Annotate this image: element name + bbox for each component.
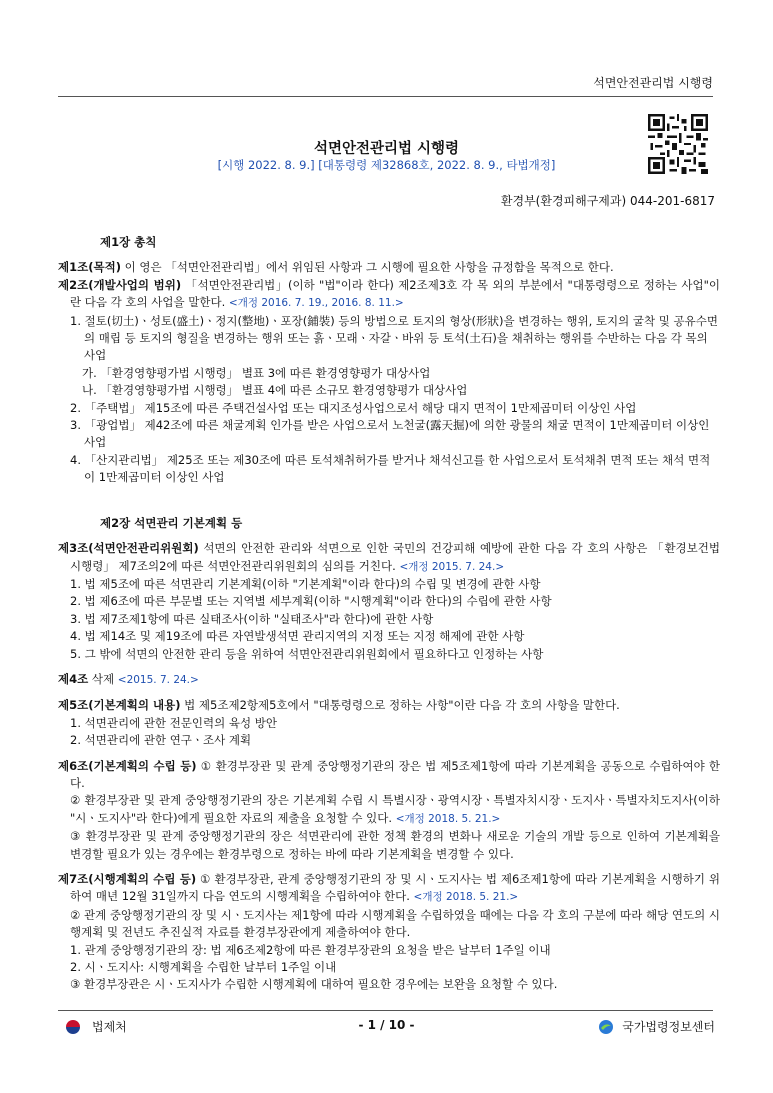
- article-1: [58, 259, 720, 276]
- list-item: 2. 시ㆍ도지사: 시행계획을 수립한 날부터 1주일 이내: [70, 960, 337, 975]
- list-item: 1. 관계 중앙행정기관의 장: 법 제6조제2항에 따른 환경부장관의 요청을 받은 날부터 1주일 이내: [70, 942, 551, 957]
- article-7-paragraph-2: ② 관계 중앙행정기관의 장 및 시ㆍ도지사는 제1항에 따라 시행계획을 수립하였을 때에는 다음 각 호의 구분에 따라 해당 연도의 시행계획 및 전년도 추진실적 자료를 환경부장관에게 제출하여야 한다.: [70, 907, 720, 940]
- amendment-note: <개정 2016. 7. 19., 2016. 8. 11.>: [228, 297, 404, 310]
- article-6-text: ① 환경부장관 및 관계 중앙행정기관의 장은 법 제5조제1항에 따라 기본계획을 공동으로 수립하여야 한다.: [70, 758, 720, 790]
- list-item: 1. 석면관리에 관한 전문인력의 육성 방안: [70, 715, 277, 730]
- document-subtitle: [시행 2022. 8. 9.] [대통령령 제32868호, 2022. 8. 9., 타법개정]: [217, 158, 556, 172]
- list-item: 3. 법 제7조제1항에 따른 실태조사(이하 "실태조사"라 한다)에 관한 사항: [70, 611, 434, 626]
- article-6-paragraph-3: ③ 환경부장관 및 관계 중앙행정기관의 장은 석면관리에 관한 정책 환경의 변화나 새로운 기술의 개발 등으로 인하여 기본계획을 변경할 필요가 있는 경우에는 환경부령으로 정하는 바에 따라 기본계획을 변경할 수 있다.: [70, 829, 720, 861]
- chapter-2-heading: 제2장 석면관리 기본계획 등: [100, 515, 243, 530]
- article-4: [58, 671, 720, 689]
- article-3: [58, 540, 720, 576]
- article-7-paragraph-3: ③ 환경부장관은 시ㆍ도지사가 수립한 시행계획에 대하여 필요한 경우에는 보완을 요청할 수 있다.: [70, 977, 558, 992]
- list-item: 5. 그 밖에 석면의 안전한 관리 등을 위하여 석면안전관리위원회에서 필요하다고 인정하는 사항: [70, 646, 544, 661]
- list-subitem: 나. 「환경영향평가법 시행령」 별표 4에 따른 소규모 환경영향평가 대상사업: [82, 383, 468, 398]
- chapter-1-heading: 제1장 총칙: [100, 235, 157, 249]
- article-7: [58, 871, 720, 907]
- article-6-heading: 제6조(기본계획의 수립 등): [58, 758, 197, 773]
- article-3-heading: 제3조(석면안전관리위원회): [58, 541, 199, 556]
- article-5-text: 법 제5조제2항제5호에서 "대통령령으로 정하는 사항"이란 다음 각 호의 사항을 말한다.: [180, 698, 620, 713]
- article-7-heading: 제7조(시행계획의 수립 등): [58, 872, 197, 886]
- list-item: 2. 「주택법」 제15조에 따른 주택건설사업 또는 대지조성사업으로서 해당 대지 면적이 1만제곱미터 이상인 사업: [70, 400, 637, 415]
- article-7-text: ① 환경부장관, 관계 중앙행정기관의 장 및 시ㆍ도지사는 법 제6조제1항에 따라 기본계획을 시행하기 위하여 매년 12월 31일까지 다음 연도의 시행계획을 수립하여야 한다.: [70, 872, 720, 904]
- article-6-paragraph-2: ② 환경부장관 및 관계 중앙행정기관의 장은 기본계획 수립 시 특별시장ㆍ광역시장ㆍ특별자치시장ㆍ도지사ㆍ특별자치도지사(이하 "시ㆍ도지사"라 한다)에게 필요한 자료의 제출을 요청할 수 있다. <개정 2018. 5. 21.>: [70, 793, 720, 825]
- page-header: [58, 0, 713, 96]
- article-1-text: 이 영은 「석면안전관리법」에서 위임된 사항과 그 시행에 필요한 사항을 규정함을 목적으로 한다.: [120, 260, 614, 275]
- list-item: 2. 법 제6조에 따른 부문별 또는 지역별 세부계획(이하 "시행계획"이라 한다)의 수립에 관한 사항: [70, 594, 552, 609]
- article-6: [58, 758, 720, 793]
- amendment-note: <개정 2018. 5. 21.>: [413, 891, 519, 904]
- article-4-heading: 제4조: [58, 671, 89, 686]
- footer-divider: [58, 1010, 713, 1011]
- document-body: [58, 234, 720, 994]
- document-title: 석면안전관리법 시행령: [313, 141, 460, 157]
- footer-law-center: 국가법령정보센터: [622, 1020, 715, 1034]
- list-item: 1. 절토(切土)ㆍ성토(盛土)ㆍ정지(整地)ㆍ포장(鋪裝) 등의 방법으로 토지의 형상(形狀)을 변경하는 행위, 토지의 굴착 및 공유수면의 매립 등 토지의 형질을 변경하는 행위 또는 흙ㆍ모래ㆍ자갈ㆍ바위 등 토석(土石)을 채취하는 행위를 수반하는 다음 각 목의 사업: [70, 313, 718, 363]
- article-1-heading: 제1조(목적): [58, 260, 121, 275]
- list-subitem: 가. 「환경영향평가법 시행령」 별표 3에 따른 환경영향평가 대상사업: [82, 365, 431, 380]
- amendment-note: <개정 2015. 7. 24.>: [399, 560, 505, 573]
- page-number: - 1 / 10 -: [358, 1018, 415, 1032]
- article-5-heading: 제5조(기본계획의 내용): [58, 698, 181, 713]
- amendment-note: <2015. 7. 24.>: [117, 673, 199, 686]
- running-header: 석면안전관리법 시행령: [593, 76, 713, 90]
- article-2: [58, 277, 720, 313]
- header-divider: [58, 96, 713, 97]
- article-2-heading: 제2조(개발사업의 범위): [58, 277, 182, 292]
- list-item: 4. 법 제14조 및 제19조에 따른 자연발생석면 관리지역의 지정 또는 지정 해제에 관한 사항: [70, 629, 525, 644]
- article-2-text: 「석면안전관리법」(이하 "법"이라 한다) 제2조제3호 각 목 외의 부분에서 "대통령령으로 정하는 사업"이란 다음 각 호의 사업을 말한다.: [70, 277, 720, 310]
- agency-contact: 환경부(환경피해구제과) 044-201-6817: [500, 194, 715, 208]
- article-4-text: 삭제: [88, 671, 118, 686]
- article-5: [58, 697, 720, 714]
- qr-code-icon[interactable]: [648, 114, 708, 174]
- list-item: 2. 석면관리에 관한 연구ㆍ조사 계획: [70, 733, 252, 748]
- footer-right: [598, 1018, 715, 1035]
- list-item: 4. 「산지관리법」 제25조 또는 제30조에 따른 토석채취허가를 받거나 채석신고를 한 사업으로서 토석채취 면적 또는 채석 면적이 1만제곱미터 이상인 사업: [70, 452, 711, 485]
- list-item: 3. 「광업법」 제42조에 따른 채굴계획 인가를 받은 사업으로서 노천굴(露天掘)에 의한 광물의 채굴 면적이 1만제곱미터 이상인 사업: [70, 418, 710, 450]
- list-item: 1. 법 제5조에 따른 석면관리 기본계획(이하 "기본계획"이라 한다)의 수립 및 변경에 관한 사항: [70, 576, 541, 591]
- law-center-logo-icon: [598, 1019, 614, 1035]
- amendment-note: <개정 2018. 5. 21.>: [395, 812, 501, 825]
- article-3-text: 석면의 안전한 관리와 석면으로 인한 국민의 건강피해 예방에 관한 다음 각 호의 사항은 「환경보건법 시행령」 제7조의2에 따른 석면안전관리위원회의 심의를 거친다.: [70, 541, 720, 573]
- footer-publisher: 법제처: [92, 1020, 127, 1034]
